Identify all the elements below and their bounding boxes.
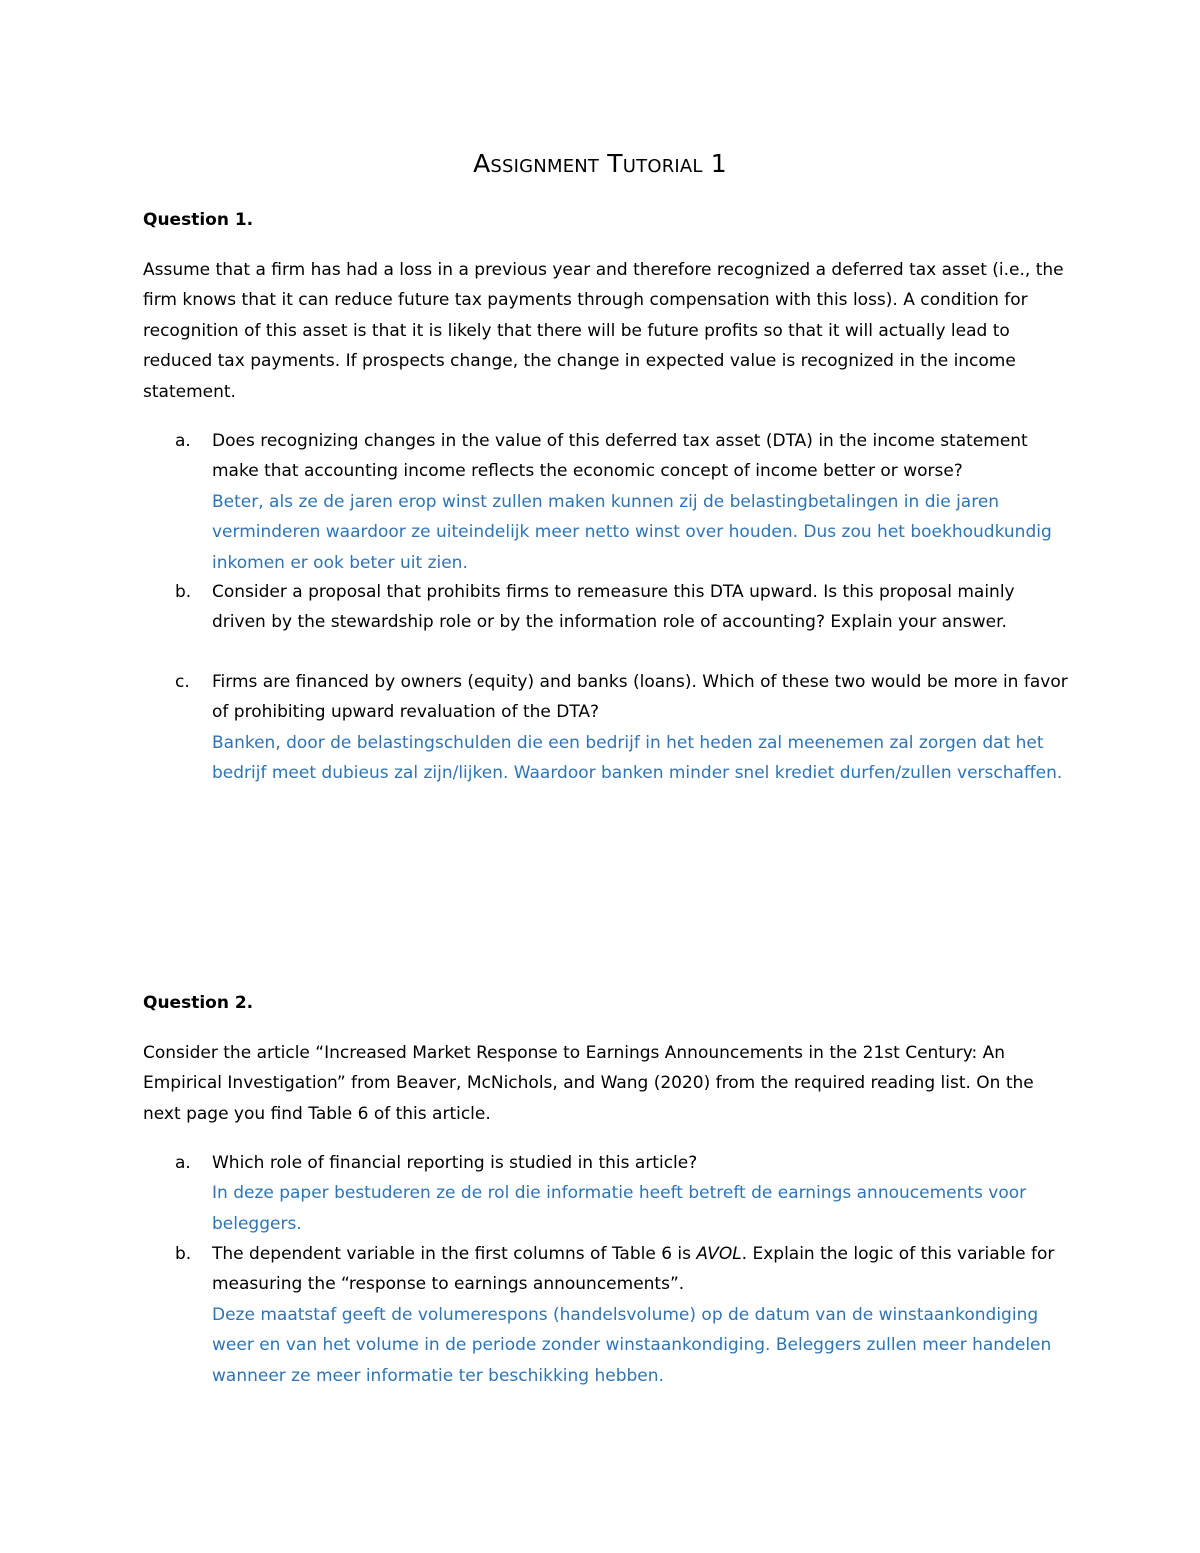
question-1-item-a bbox=[143, 426, 1073, 578]
question-2-item-b bbox=[143, 1239, 1073, 1391]
variable-avol: AVOL bbox=[696, 1244, 742, 1264]
question-1-item-c bbox=[143, 667, 1073, 789]
item-question bbox=[212, 1239, 1073, 1300]
question-text-after: . Explain the logic of this variable for measuring the “response to earnings announcements”. bbox=[212, 1244, 1055, 1295]
item-marker: b. bbox=[175, 1244, 192, 1264]
question-2-item-a bbox=[143, 1148, 1073, 1239]
question-1-intro: Assume that a firm has had a loss in a previous year and therefore recognized a deferred tax asset (i.e., the firm knows that it can reduce future tax payments through compensation with this loss). A condition for recognition of this asset is that it is likely that there will be future profits so that it will actually lead to reduced tax payments. If prospects change, the change in expected value is recognized in the income statement. bbox=[143, 260, 1064, 402]
item-question: Consider a proposal that prohibits firms to remeasure this DTA upward. Is this proposal mainly driven by the stewardship role or by the information role of accounting? Explain your answer. bbox=[212, 582, 1015, 633]
item-question: Firms are financed by owners (equity) and banks (loans). Which of these two would be more in favor of prohibiting upward revaluation of the DTA? bbox=[212, 672, 1068, 723]
item-marker: a. bbox=[175, 1153, 191, 1173]
item-answer: In deze paper bestuderen ze de rol die informatie heeft betreft de earnings annoucements voor beleggers. bbox=[212, 1183, 1027, 1234]
question-1-heading: Question 1. bbox=[143, 210, 254, 230]
question-2-heading: Question 2. bbox=[143, 993, 254, 1013]
item-marker: c. bbox=[175, 672, 190, 692]
item-question: Which role of financial reporting is studied in this article? bbox=[212, 1153, 698, 1173]
item-answer: Beter, als ze de jaren erop winst zullen maken kunnen zij de belastingbetalingen in die jaren verminderen waardoor ze uiteindelijk meer netto winst over houden. Dus zou het boekhoudkundig inkomen er ook beter uit zien. bbox=[212, 491, 1052, 573]
item-marker: a. bbox=[175, 431, 191, 451]
question-2-intro: Consider the article “Increased Market Response to Earnings Announcements in the 21st Century: An Empirical Investigation” from Beaver, McNichols, and Wang (2020) from the required reading list. On the next page you find Table 6 of this article. bbox=[143, 1043, 1034, 1124]
item-marker: b. bbox=[175, 582, 192, 602]
item-question: Does recognizing changes in the value of this deferred tax asset (DTA) in the income statement make that accounting income reflects the economic concept of income better or worse? bbox=[212, 431, 1028, 482]
item-answer: Deze maatstaf geeft de volumerespons (handelsvolume) op de datum van de winstaankondiging weer en van het volume in de periode zonder winstaankondiging. Beleggers zullen meer handelen wanneer ze meer informatie ter beschikking hebben. bbox=[212, 1304, 1052, 1386]
question-text-before: The dependent variable in the first columns of Table 6 is bbox=[212, 1244, 697, 1264]
question-1-item-b bbox=[143, 577, 1073, 638]
document-title: Assignment Tutorial 1 bbox=[473, 149, 727, 178]
item-answer: Banken, door de belastingschulden die een bedrijf in het heden zal meenemen zal zorgen dat het bedrijf meet dubieus zal zijn/lijken. Waardoor banken minder snel krediet durfen/zullen verschaffen. bbox=[212, 732, 1063, 784]
